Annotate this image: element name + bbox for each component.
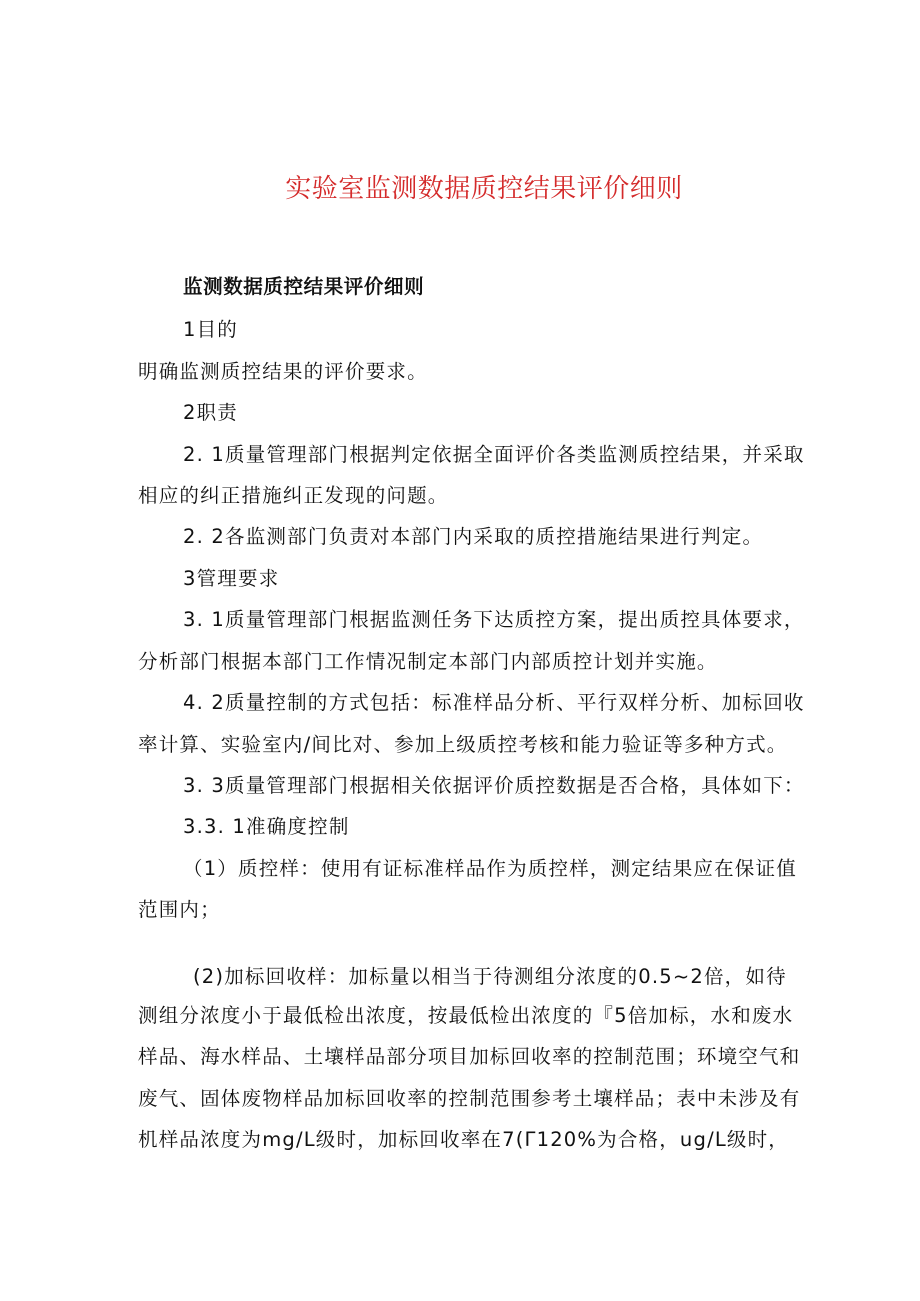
paragraph: 3. 3质量管理部门根据相关依据评价质控数据是否合格，具体如下： [183, 774, 805, 797]
heading-management: 3管理要求 [183, 567, 280, 590]
paragraph: 分析部门根据本部门工作情况制定本部门内部质控计划并实施。 [138, 650, 718, 673]
section-heading: 监测数据质控结果评价细则 [183, 275, 425, 298]
heading-purpose: 1目的 [183, 318, 239, 341]
paragraph: 废气、固体废物样品加标回收率的控制范围参考土壤样品；表中未涉及有 [138, 1087, 801, 1110]
paragraph: (2)加标回收样：加标量以相当于待测组分浓度的0.5~2倍，如待 [193, 965, 787, 988]
paragraph: 机样品浓度为mg/L级时，加标回收率在7(Γ120%为合格，ug/L级时， [138, 1128, 790, 1151]
paragraph: 范围内； [138, 898, 221, 921]
heading-responsibility: 2职责 [183, 401, 239, 424]
paragraph: 2. 1质量管理部门根据判定依据全面评价各类监测质控结果，并采取 [183, 443, 805, 466]
paragraph: 2. 2各监测部门负责对本部门内采取的质控措施结果进行判定。 [183, 525, 764, 548]
paragraph: （1）质控样：使用有证标准样品作为质控样，测定结果应在保证值 [183, 857, 797, 880]
paragraph: 明确监测质控结果的评价要求。 [138, 360, 428, 383]
paragraph: 率计算、实验室内/间比对、参加上级质控考核和能力验证等多种方式。 [138, 733, 788, 756]
paragraph: 4. 2质量控制的方式包括：标准样品分析、平行双样分析、加标回收 [183, 691, 805, 714]
paragraph: 3. 1质量管理部门根据监测任务下达质控方案，提出质控具体要求， [183, 608, 805, 631]
document-title: 实验室监测数据质控结果评价细则 [285, 174, 683, 204]
heading-accuracy: 3.3. 1准确度控制 [183, 815, 350, 838]
paragraph: 测组分浓度小于最低检出浓度，按最低检出浓度的『5倍加标，水和废水 [138, 1004, 794, 1027]
paragraph: 相应的纠正措施纠正发现的问题。 [138, 484, 449, 507]
paragraph: 样品、海水样品、土壤样品部分项目加标回收率的控制范围；环境空气和 [138, 1045, 801, 1068]
